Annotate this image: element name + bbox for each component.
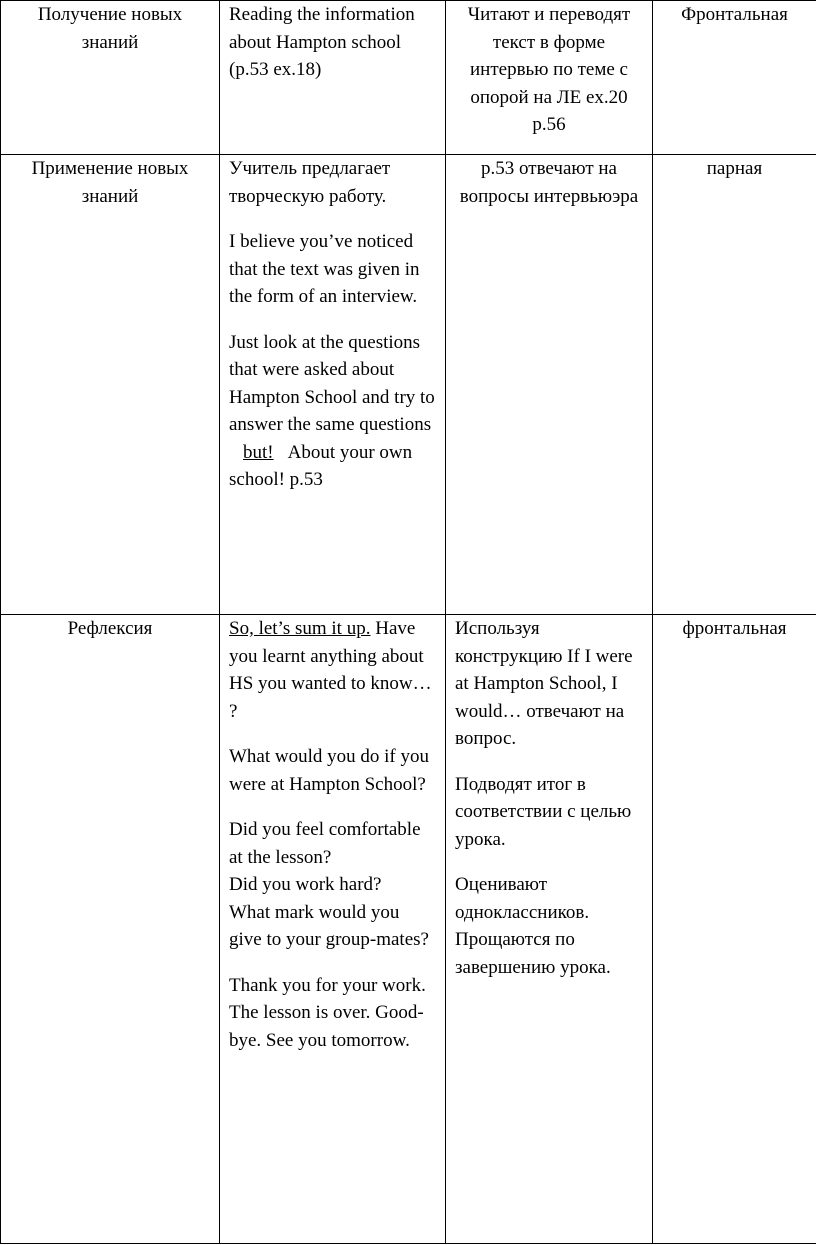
work-form-cell <box>653 1 816 155</box>
teacher-text: Did you feel comfortable at the lesson? <box>229 819 421 868</box>
work-form-text: фронтальная <box>682 618 787 639</box>
table-row <box>1 1 816 155</box>
teacher-text <box>229 329 436 494</box>
teacher-text <box>229 615 436 725</box>
students-activity-cell <box>446 155 653 615</box>
students-activity-cell <box>446 615 653 1244</box>
students-text: Используя конструкцию If I were at Hampton School, I would… отвечают на вопрос. <box>455 618 633 749</box>
stage-cell <box>1 1 220 155</box>
stage-text: Применение новых знаний <box>31 158 189 207</box>
students-text: p.53 отвечают на вопросы интервьюэра <box>459 158 639 207</box>
students-text: Оценивают одноклассников. Прощаются по завершению урока. <box>455 874 611 978</box>
teacher-activity-cell <box>220 155 446 615</box>
teacher-text: What mark would you give to your group-mates? <box>229 901 429 950</box>
students-activity-cell <box>446 1 653 155</box>
stage-text: Получение новых знаний <box>37 4 183 53</box>
teacher-text: Учитель предлагает творческую работу. <box>229 158 391 207</box>
table-row <box>1 155 816 615</box>
teacher-text: Thank you for your work. The lesson is over. Good-bye. See you tomorrow. <box>229 974 426 1051</box>
teacher-text-part: Have you learnt anything about HS you wanted to know… ? <box>229 618 432 722</box>
underlined-text: So, let’s sum it up. <box>229 618 371 639</box>
teacher-text: What would you do if you were at Hampton School? <box>229 746 430 795</box>
students-text: Подводят итог в соответствии с целью урока. <box>455 773 632 850</box>
teacher-text: Reading the information about Hampton school (p.53 ex.18) <box>229 4 415 80</box>
teacher-text: Did you work hard? <box>229 874 382 895</box>
teacher-text-part: Just look at the questions that were asked about Hampton School and try to answer the same questions <box>229 331 435 435</box>
work-form-text: парная <box>706 158 763 179</box>
stage-cell <box>1 155 220 615</box>
stage-text: Рефлексия <box>67 618 153 639</box>
table-row <box>1 615 816 1244</box>
teacher-text-part: About your own school! p.53 <box>229 441 413 490</box>
work-form-cell <box>653 615 816 1244</box>
stage-cell <box>1 615 220 1244</box>
teacher-activity-cell <box>220 1 446 155</box>
teacher-text: I believe you’ve noticed that the text was given in the form of an interview. <box>229 231 420 307</box>
work-form-cell <box>653 155 816 615</box>
teacher-activity-cell <box>220 615 446 1244</box>
work-form-text: Фронтальная <box>681 4 788 25</box>
underlined-text: but! <box>243 441 274 463</box>
students-text: Читают и переводят текст в форме интервью по теме с опорой на ЛЕ ex.20 p.56 <box>467 4 631 135</box>
